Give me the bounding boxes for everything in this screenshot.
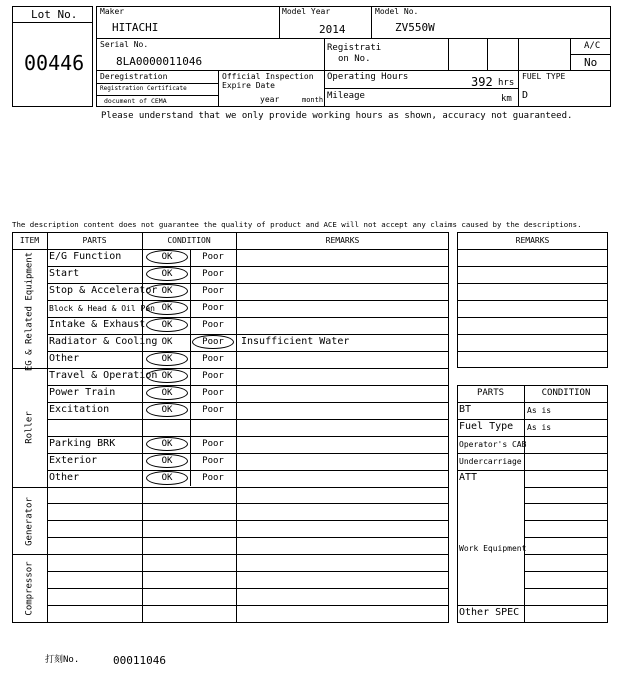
grid-line xyxy=(47,470,449,471)
grid-line xyxy=(12,487,449,488)
grid-line xyxy=(47,351,449,352)
registration-certificate-label: Registration Certificate xyxy=(100,85,187,92)
grid-line xyxy=(12,554,449,555)
right-remarks-header: REMARKS xyxy=(515,236,550,245)
grid-line xyxy=(457,402,608,403)
extra-part-name: BT xyxy=(459,404,472,415)
grid-line xyxy=(524,520,608,521)
part-name: Travel & Operation xyxy=(49,370,158,381)
selected-condition-circle xyxy=(146,386,188,400)
extra-part-name: Other SPEC xyxy=(459,607,520,618)
cema-document-label: document of CEMA xyxy=(104,97,167,105)
condition-poor: Poor xyxy=(202,405,224,415)
selected-condition-circle xyxy=(146,318,188,332)
grid-line xyxy=(47,571,449,572)
selected-condition-circle xyxy=(146,352,188,366)
registration-label-line1: Registrati xyxy=(327,43,382,53)
selected-condition-circle xyxy=(146,437,188,451)
condition-ok: OK xyxy=(161,337,173,347)
grid-line xyxy=(457,470,608,471)
selected-condition-circle xyxy=(146,250,188,264)
extra-part-name: Operator's CAB xyxy=(459,440,527,449)
inspection-label-line2: Expire Date xyxy=(222,81,275,90)
lot-label: Lot No. xyxy=(31,8,78,21)
ac-label: A/C xyxy=(584,41,601,51)
condition-ok: OK xyxy=(161,388,173,398)
part-name: Exterior xyxy=(49,455,98,466)
registration-label-line2: on No. xyxy=(338,54,371,64)
selected-condition-circle xyxy=(146,369,188,383)
grid-line xyxy=(457,283,608,284)
condition-poor: Poor xyxy=(202,269,224,279)
condition-poor: Poor xyxy=(202,439,224,449)
disclaimer: The description content does not guarantee the quality of product and ACE will not accept any claims caused by the descriptions. xyxy=(12,220,582,229)
grid-line xyxy=(457,249,608,250)
serial-value: 8LA0000011046 xyxy=(116,55,203,68)
fuel-type-label: FUEL TYPE xyxy=(522,72,566,81)
section-label-roller: Roller xyxy=(24,411,35,444)
condition-poor: Poor xyxy=(202,252,224,262)
section-label-eg: EG & Related Equipment xyxy=(24,251,35,372)
condition-ok: OK xyxy=(161,320,173,330)
selected-condition-circle xyxy=(146,301,188,315)
grid-line xyxy=(457,351,608,352)
maker-label: Maker xyxy=(100,7,125,16)
inspection-label-line1: Official Inspection xyxy=(222,72,314,81)
condition-ok: OK xyxy=(161,456,173,466)
condition-ok: OK xyxy=(161,405,173,415)
condition-poor: Poor xyxy=(202,473,224,483)
part-name: Other xyxy=(49,353,80,364)
model-no-value: ZV550W xyxy=(395,21,435,34)
part-name: Stop & Accelerator xyxy=(49,285,158,296)
column-header-remarks: REMARKS xyxy=(325,236,360,245)
extra-part-name: Fuel Type xyxy=(459,421,514,432)
mileage-label: Mileage xyxy=(327,91,365,101)
grid-line xyxy=(47,588,449,589)
condition-ok: OK xyxy=(161,473,173,483)
grid-line xyxy=(457,334,608,335)
extra-part-condition: As is xyxy=(527,406,552,415)
grid-line xyxy=(47,605,449,606)
operating-hours-label: Operating Hours xyxy=(327,72,409,82)
grid-line xyxy=(457,605,524,606)
condition-ok: OK xyxy=(161,252,173,262)
condition-poor: Poor xyxy=(202,303,224,313)
grid-line xyxy=(47,453,449,454)
selected-condition-circle xyxy=(146,454,188,468)
month-label: month xyxy=(302,96,324,104)
year-label: year xyxy=(260,95,280,104)
grid-line xyxy=(12,249,449,250)
selected-condition-circle xyxy=(146,403,188,417)
model-no-label: Model No. xyxy=(375,7,419,16)
column-header-parts: PARTS xyxy=(82,236,107,245)
selected-condition-circle xyxy=(146,471,188,485)
part-name: Block & Head & Oil Pan xyxy=(49,304,155,313)
condition-ok: OK xyxy=(161,269,173,279)
stamp-no-label: 打刻No. xyxy=(45,655,80,665)
grid-line xyxy=(524,571,608,572)
section-label-compressor: Compressor xyxy=(24,561,35,616)
grid-line xyxy=(457,453,608,454)
operating-hours-value: 392 xyxy=(471,75,493,89)
condition-ok: OK xyxy=(161,439,173,449)
condition-ok: OK xyxy=(161,371,173,381)
grid-line xyxy=(47,266,449,267)
condition-poor: Poor xyxy=(202,354,224,364)
grid-line xyxy=(524,487,608,488)
part-name: Excitation xyxy=(49,404,110,415)
part-name: Other xyxy=(49,472,80,483)
km-unit: km xyxy=(501,94,512,104)
part-name: E/G Function xyxy=(49,251,122,262)
grid-line xyxy=(457,436,608,437)
grid-line xyxy=(524,554,608,555)
extra-column-header-condition: CONDITION xyxy=(541,388,591,398)
serial-label: Serial No. xyxy=(100,40,149,49)
condition-ok: OK xyxy=(161,286,173,296)
condition-ok: OK xyxy=(161,303,173,313)
grid-line xyxy=(457,266,608,267)
grid-line xyxy=(457,317,608,318)
condition-poor: Poor xyxy=(202,456,224,466)
row-remark: Insufficient Water xyxy=(241,336,350,347)
model-year-value: 2014 xyxy=(319,23,346,36)
extra-part-name: Undercarriage xyxy=(459,457,522,466)
grid-line xyxy=(47,317,449,318)
lot-number: 00446 xyxy=(24,51,85,75)
model-year-label: Model Year xyxy=(282,7,331,16)
part-name: Parking BRK xyxy=(49,438,116,449)
selected-condition-circle xyxy=(192,335,234,349)
grid-line xyxy=(47,300,449,301)
part-name: Radiator & Cooling xyxy=(49,336,158,347)
grid-line xyxy=(457,419,608,420)
extra-part-name: Work Equipment xyxy=(459,544,527,553)
grid-line xyxy=(47,537,449,538)
grid-line xyxy=(524,537,608,538)
column-header-condition: CONDITION xyxy=(167,236,211,245)
section-label-generator: Generator xyxy=(24,497,35,546)
grid-line xyxy=(524,588,608,589)
condition-poor: Poor xyxy=(202,388,224,398)
fuel-type-value: D xyxy=(522,90,529,101)
maker-value: HITACHI xyxy=(112,21,159,34)
grid-line xyxy=(524,503,608,504)
ac-value: No xyxy=(584,56,598,69)
condition-poor: Poor xyxy=(202,320,224,330)
condition-poor: Poor xyxy=(202,371,224,381)
condition-poor: Poor xyxy=(202,337,224,347)
grid-line xyxy=(47,402,449,403)
grid-line xyxy=(457,300,608,301)
grid-line xyxy=(47,436,449,437)
selected-condition-circle xyxy=(146,267,188,281)
column-header-item: ITEM xyxy=(19,236,40,245)
part-name: Start xyxy=(49,268,80,279)
stamp-no-value: 00011046 xyxy=(113,654,166,667)
grid-line xyxy=(47,503,449,504)
extra-part-name: ATT xyxy=(459,472,478,483)
grid-line xyxy=(47,283,449,284)
part-name: Power Train xyxy=(49,387,116,398)
grid-line xyxy=(47,419,449,420)
condition-ok: OK xyxy=(161,354,173,364)
selected-condition-circle xyxy=(146,284,188,298)
working-hours-notice: Please understand that we only provide working hours as shown, accuracy not guaranteed. xyxy=(101,111,573,121)
grid-line xyxy=(524,605,608,606)
grid-line xyxy=(47,334,449,335)
extra-part-condition: As is xyxy=(527,423,552,432)
grid-line xyxy=(12,368,449,369)
deregistration-label: Deregistration xyxy=(100,72,168,81)
part-name: Intake & Exhaust xyxy=(49,319,146,330)
grid-line xyxy=(47,520,449,521)
grid-line xyxy=(47,385,449,386)
extra-column-header-parts: PARTS xyxy=(476,388,505,398)
hrs-unit: hrs xyxy=(498,78,515,88)
condition-poor: Poor xyxy=(202,286,224,296)
